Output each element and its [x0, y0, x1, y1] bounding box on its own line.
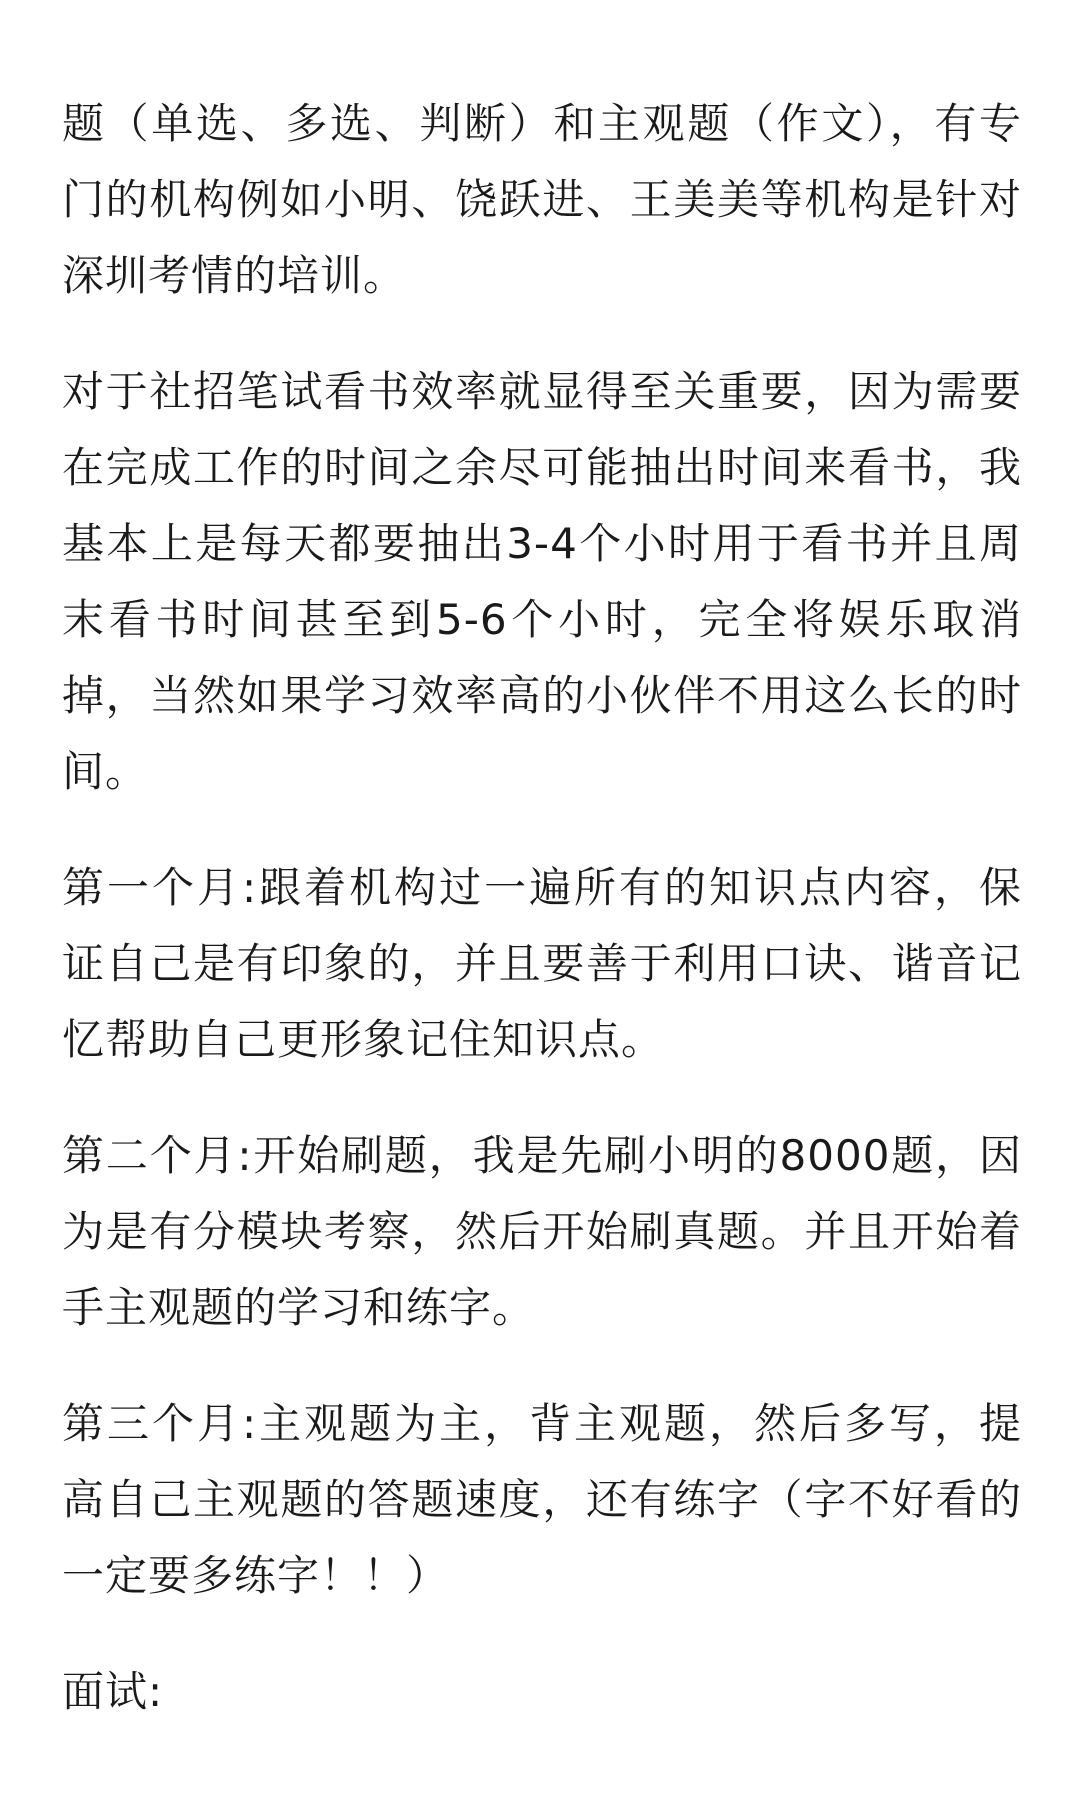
- text-line: 在完成工作的时间之余尽可能抽出时间来看书，我: [62, 443, 1022, 492]
- text-line: 一定要多练字！！）: [62, 1551, 450, 1600]
- text-line: 为是有分模块考察，然后开始刷真题。并且开始着: [62, 1207, 1022, 1256]
- text-line: 末看书时间甚至到5-6个小时，完全将娱乐取消: [62, 595, 1022, 644]
- text-line: 题（单选、多选、判断）和主观题（作文），有专: [62, 99, 1022, 148]
- text-line: 第二个月:开始刷题，我是先刷小明的8000题，因: [62, 1131, 1022, 1180]
- text-line: 深圳考情的培训。: [62, 251, 407, 300]
- text-line: 门的机构例如小明、饶跃进、王美美等机构是针对: [62, 175, 1022, 224]
- text-line: 忆帮助自己更形象记住知识点。: [62, 1015, 665, 1064]
- text-line: 高自己主观题的答题速度，还有练字（字不好看的: [62, 1475, 1022, 1524]
- text-line: 基本上是每天都要抽出3-4个小时用于看书并且周: [62, 519, 1022, 568]
- text-line: 掉，当然如果学习效率高的小伙伴不用这么长的时: [62, 671, 1022, 720]
- paragraph-study-efficiency: [62, 354, 1022, 810]
- paragraph-exam-types: [62, 86, 1022, 314]
- paragraph-interview-heading: [62, 1654, 1022, 1730]
- paragraph-month-two: [62, 1118, 1022, 1346]
- text-line: 证自己是有印象的，并且要善于利用口诀、谐音记: [62, 939, 1022, 988]
- text-line: 面试:: [62, 1667, 164, 1716]
- text-line: 间。: [62, 747, 149, 796]
- paragraph-month-three: [62, 1386, 1022, 1614]
- text-line: 第一个月:跟着机构过一遍所有的知识点内容，保: [62, 863, 1022, 912]
- paragraph-month-one: [62, 850, 1022, 1078]
- text-line: 手主观题的学习和练字。: [62, 1283, 536, 1332]
- text-line: 第三个月:主观题为主，背主观题，然后多写，提: [62, 1399, 1022, 1448]
- text-line: 对于社招笔试看书效率就显得至关重要，因为需要: [62, 367, 1022, 416]
